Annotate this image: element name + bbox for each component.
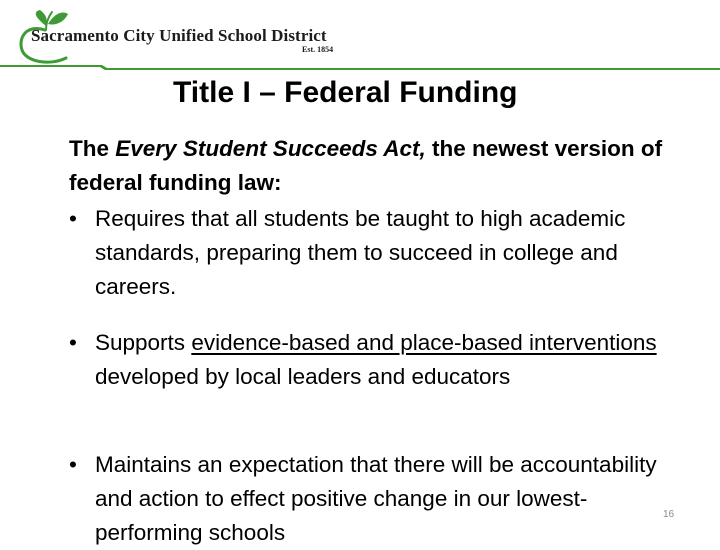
bullet-text: Supports evidence-based and place-based interventions developed by local leaders and educators [95,330,657,389]
intro-text: The Every Student Succeeds Act, the newest version of federal funding law: [69,136,663,195]
slide-header [0,0,720,72]
bullet-dot-icon: • [69,452,77,477]
bullet-item [69,202,659,304]
bullet-text: Requires that all students be taught to high academic standards, preparing them to succeed in college and careers. [95,206,626,299]
header-divider [0,64,720,72]
bullet-item [69,448,659,550]
underlined-phrase: evidence-based and place-based interventions [191,330,657,355]
established-year: Est. 1854 [302,45,334,54]
bullet-text: Maintains an expectation that there will be accountability and action to effect positive change in our lowest-performing schools [95,452,657,545]
page-number: 16 [663,509,675,520]
bullet-item [69,326,659,394]
act-name: Every Student Succeeds Act, [115,136,426,161]
bullet-dot-icon: • [69,330,77,355]
district-name: Sacramento City Unified School District [31,26,327,45]
slide-title: Title I – Federal Funding [173,76,518,109]
bullet-dot-icon: • [69,206,77,231]
